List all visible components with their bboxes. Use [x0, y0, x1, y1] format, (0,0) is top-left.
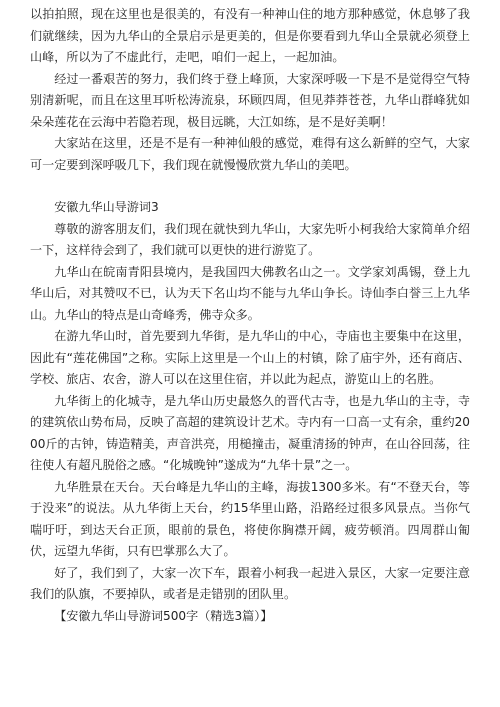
paragraph-arrival: 好了，我们到了，大家一次下车，跟着小柯我一起进入景区，大家一定要注意我们的队旗，不要掉队，或者是走错别的团队里。	[30, 565, 470, 601]
paragraph-location: 九华山在皖南青阳县境内，是我国四大佛教名山之一。文学家刘禹锡，登上九华山后，对其赞叹不已，认为天下名山均不能与九华山争长。诗仙李白誉三上九华山。九华山的特点是山奇峰秀，佛寺众多。	[30, 264, 470, 322]
paragraph-jiuhua-street: 在游九华山时，首先要到九华街，是九华山的中心，寺庙也主要集中在这里，因此有“莲花佛国”之称。实际上这里是一个山上的村镇，除了庙宇外，还有商店、学校、旅店、农舍，游人可以在这里住宿，并以此为起点，游览山上的名胜。	[30, 329, 470, 386]
paragraph-huacheng-temple: 九华街上的化城寺，是九华山历史最悠久的晋代古寺，也是九华山的主寺，寺的建筑依山势布局，反映了高超的建筑设计艺术。寺内有一口高一丈有余，重约2000斤的古钟，铸造精美，声音洪亮，用槌撞击，凝重清扬的钟声，在山谷回荡，往往使人有超凡脱俗之感。“化城晚钟”遂成为“九华十景”之一。	[30, 393, 470, 472]
section-heading: 安徽九华山导游词3	[54, 200, 159, 214]
paragraph-summit: 经过一番艰苦的努力，我们终于登上峰顶，大家深呼吸一下是不是觉得空气特别清新呢，而且在这里耳听松涛流泉，环顾四周，但见莽莽苍苍，九华山群峰犹如朵朵莲花在云海中若隐若现，极目远眺，大江如练，是不是好美啊！	[30, 71, 470, 129]
article-title-footer: 【安徽九华山导游词500字（精选3篇）】	[54, 608, 273, 623]
section-gap	[30, 176, 470, 197]
paragraph-continuation: 以拍拍照，现在这里也是很美的，有没有一种神山住的地方那种感觉，休息够了我们就继续，因为九华山的全景启示是更美的，但是你要看到九华山全景就必须登上山峰，所以为了不虚此行，走吧，咱们一起上，一起加油。	[30, 7, 470, 64]
paragraph-fresh-air: 大家站在这里，还是不是有一种神仙般的感觉，难得有这么新鲜的空气，大家可一定要到深呼吸几下，我们现在就慢慢欣赏九华山的美吧。	[30, 136, 470, 172]
paragraph-tiantai: 九华胜景在天台。天台峰是九华山的主峰，海拔1300多米。有“不登天台，等于没来”的说法。从九华街上天台，约15华里山路，沿路经过很多风景点。当你气喘吁吁，到达天台正顶，眼前的景色，将使你胸襟开阔，疲劳顿消。四周群山匍伏，远望九华街，只有巴掌那么大了。	[30, 479, 470, 558]
paragraph-greeting: 尊敬的游客朋友们，我们现在就快到九华山，大家先听小柯我给大家简单介绍一下，这样待会到了，我们就可以更快的进行游览了。	[30, 221, 470, 257]
